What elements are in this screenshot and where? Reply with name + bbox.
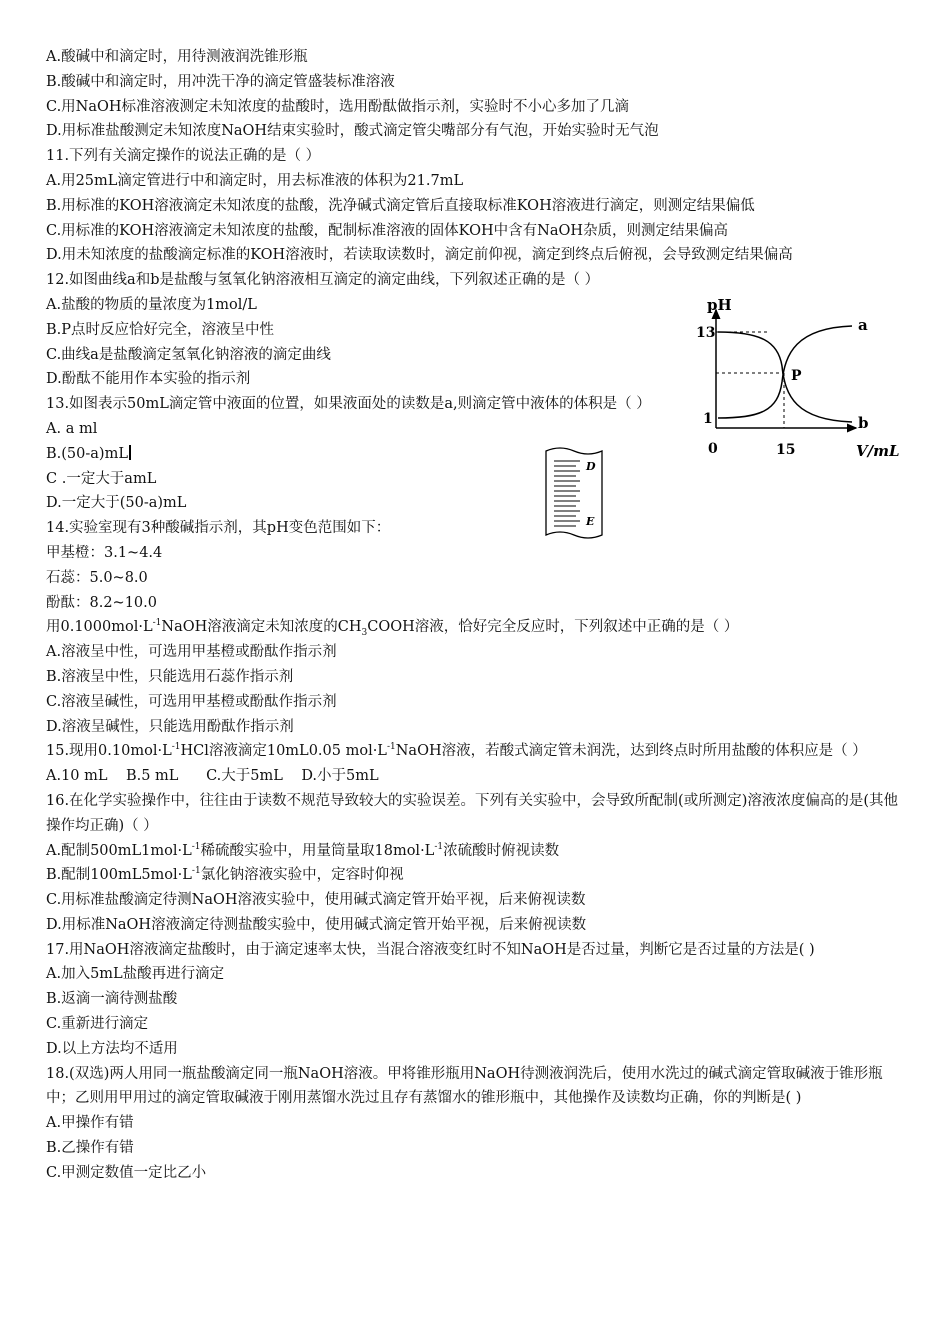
curve-b	[718, 332, 852, 422]
q17-option-a: A.加入5mL盐酸再进行滴定	[46, 966, 225, 983]
q12-option-c: C.曲线a是盐酸滴定氢氧化钠溶液的滴定曲线	[46, 346, 331, 363]
q15-stem-part1: 15.现用0.10mol·L	[46, 743, 172, 760]
q15-superscript-2: -1	[386, 742, 396, 753]
q16-stem: 16.在化学实验操作中，往往由于读数不规范导致较大的实验误差。下列有关实验中，会导致所配制(或所测定)溶液浓度偏高的是(其他操作均正确)（ ）	[46, 792, 899, 834]
q12-option-d: D.酚酞不能用作本实验的指示剂	[46, 371, 251, 388]
curve-b-label: b	[858, 414, 869, 432]
q13-option-b-text: B.(50-a)mL	[46, 445, 128, 462]
x-tick-15: 15	[776, 442, 796, 458]
point-p-label: P	[791, 368, 802, 384]
q14-stem: 14.实验室现有3种酸碱指示剂，其pH变色范围如下：	[46, 520, 391, 537]
q11-option-a: A.用25mL滴定管进行中和滴定时，用去标准液的体积为21.7mL	[46, 172, 464, 189]
q15-stem	[46, 739, 906, 764]
worksheet-page	[46, 45, 916, 1186]
q12-stem: 12.如图曲线a和b是盐酸与氢氧化钠溶液相互滴定的滴定曲线，下列叙述正确的是（ ）	[46, 272, 600, 289]
q17-option-b: B.返滴一滴待测盐酸	[46, 991, 178, 1008]
q14-subscript: 3	[361, 628, 368, 639]
q11-option-c: C.用标准的KOH溶液滴定未知浓度的盐酸，配制标准溶液的固体KOH中含有NaOH杂质，则测定结果偏高	[46, 222, 728, 239]
q10-option-d: D.用标准盐酸测定未知浓度NaOH结束实验时，酸式滴定管尖嘴部分有气泡，开始实验时无气泡	[46, 123, 659, 140]
q14-option-a: A.溶液呈中性，可选用甲基橙或酚酞作指示剂	[46, 644, 337, 661]
q14-superscript: -1	[152, 618, 162, 629]
q15-superscript-1: -1	[171, 742, 181, 753]
q16-option-b	[46, 863, 916, 888]
q14-question-pre: 用0.1000mol·L	[46, 619, 153, 636]
q12-option-b: B.P点时反应恰好完全，溶液呈中性	[46, 321, 275, 338]
q15-stem-part3: NaOH溶液，若酸式滴定管未润洗，达到终点时所用盐酸的体积应是（ ）	[395, 743, 867, 760]
q13-option-c: C .一定大于amL	[46, 470, 157, 487]
q14-option-c: C.溶液呈碱性，可选用甲基橙或酚酞作指示剂	[46, 693, 337, 710]
q14-indicator-methyl-orange: 甲基橙：3.1~4.4	[46, 544, 163, 561]
q13-option-d: D.一定大于(50-a)mL	[46, 495, 187, 512]
titration-curve-figure	[696, 296, 906, 466]
q14-question-post: COOH溶液，恰好完全反应时，下列叙述中正确的是（ ）	[367, 619, 739, 636]
q16-option-c: C.用标准盐酸滴定待测NaOH溶液实验中，使用碱式滴定管开始平视，后来俯视读数	[46, 892, 586, 909]
y-tick-13: 13	[696, 325, 716, 341]
q17-option-c: C.重新进行滴定	[46, 1016, 149, 1033]
q16-a-post: 浓硫酸时俯视读数	[443, 842, 560, 859]
q14-indicator-phenolphthalein: 酚酞：8.2~10.0	[46, 594, 157, 611]
q11-option-b: B.用标准的KOH溶液滴定未知浓度的盐酸，洗净碱式滴定管后直接取标准KOH溶液进行滴定，则测定结果偏低	[46, 197, 755, 214]
q16-option-d: D.用标准NaOH溶液滴定待测盐酸实验中，使用碱式滴定管开始平视，后来俯视读数	[46, 916, 587, 933]
q18-stem: 18.(双选)两人用同一瓶盐酸滴定同一瓶NaOH溶液。甲将锥形瓶用NaOH待测液润洗后，使用水洗过的碱式滴定管取碱液于锥形瓶中；乙则用甲用过的滴定管取碱液于刚用蒸馏水洗过且存有蒸馏水的锥形瓶中，其他操作及读数均正确，你的判断是( )	[46, 1065, 883, 1107]
burette-figure	[540, 443, 610, 545]
q13-stem: 13.如图表示50mL滴定管中液面的位置，如果液面处的读数是a,则滴定管中液体的体积是（ ）	[46, 396, 651, 413]
q12-option-a: A.盐酸的物质的量浓度为1mol/L	[46, 296, 257, 313]
q10-option-a: A.酸碱中和滴定时，用待测液润洗锥形瓶	[46, 49, 308, 65]
burette-mark-d: D	[586, 460, 596, 473]
origin-label: 0	[708, 441, 718, 457]
curve-a	[718, 326, 852, 418]
x-axis-label: V/mL	[856, 442, 900, 460]
q13-option-a: A. a ml	[46, 420, 98, 437]
q11-option-d: D.用未知浓度的盐酸滴定标准的KOH溶液时，若读取读数时，滴定前仰视，滴定到终点后俯视，会导致测定结果偏高	[46, 247, 793, 264]
q16-a-mid: 稀硫酸实验中，用量筒量取18mol·L	[200, 842, 435, 859]
q18-option-a: A.甲操作有错	[46, 1115, 134, 1132]
q18-option-b: B.乙操作有错	[46, 1140, 134, 1157]
text-cursor	[129, 445, 131, 460]
q16-option-a	[46, 839, 916, 864]
q16-a-pre: A.配制500mL1mol·L	[46, 842, 192, 859]
q18-option-c: C.甲测定数值一定比乙小	[46, 1164, 207, 1181]
q10-option-c: C.用NaOH标准溶液测定未知浓度的盐酸时，选用酚酞做指示剂，实验时不小心多加了几滴	[46, 98, 630, 115]
q15-options: A.10 mL B.5 mL C.大于5mL D.小于5mL	[46, 768, 379, 785]
q17-option-d: D.以上方法均不适用	[46, 1040, 178, 1057]
q14-option-b: B.溶液呈中性，只能选用石蕊作指示剂	[46, 668, 294, 685]
q14-question-mid: NaOH溶液滴定未知浓度的CH	[161, 619, 362, 636]
q14-indicator-litmus: 石蕊：5.0~8.0	[46, 569, 148, 586]
burette-mark-e: E	[586, 515, 595, 528]
y-tick-1: 1	[703, 411, 713, 427]
q15-stem-part2: HCl溶液滴定10mL0.05 mol·L	[180, 743, 387, 760]
y-axis-label: pH	[707, 296, 732, 314]
q16-b-post: 氯化钠溶液实验中，定容时仰视	[200, 867, 404, 884]
q17-stem: 17.用NaOH溶液滴定盐酸时，由于滴定速率太快，当混合溶液变红时不知NaOH是否过量，判断它是否过量的方法是( )	[46, 941, 815, 958]
q16-b-pre: B.配制100mL5mol·L	[46, 867, 192, 884]
q16-a-superscript-2: -1	[434, 841, 444, 852]
curve-a-label: a	[858, 316, 868, 334]
q11-stem: 11.下列有关滴定操作的说法正确的是（ ）	[46, 148, 321, 165]
q16-b-superscript: -1	[191, 866, 201, 877]
q16-a-superscript: -1	[191, 841, 201, 852]
q10-option-b: B.酸碱中和滴定时，用冲洗干净的滴定管盛装标准溶液	[46, 73, 395, 90]
q14-question	[46, 615, 916, 640]
q14-option-d: D.溶液呈碱性，只能选用酚酞作指示剂	[46, 718, 294, 735]
